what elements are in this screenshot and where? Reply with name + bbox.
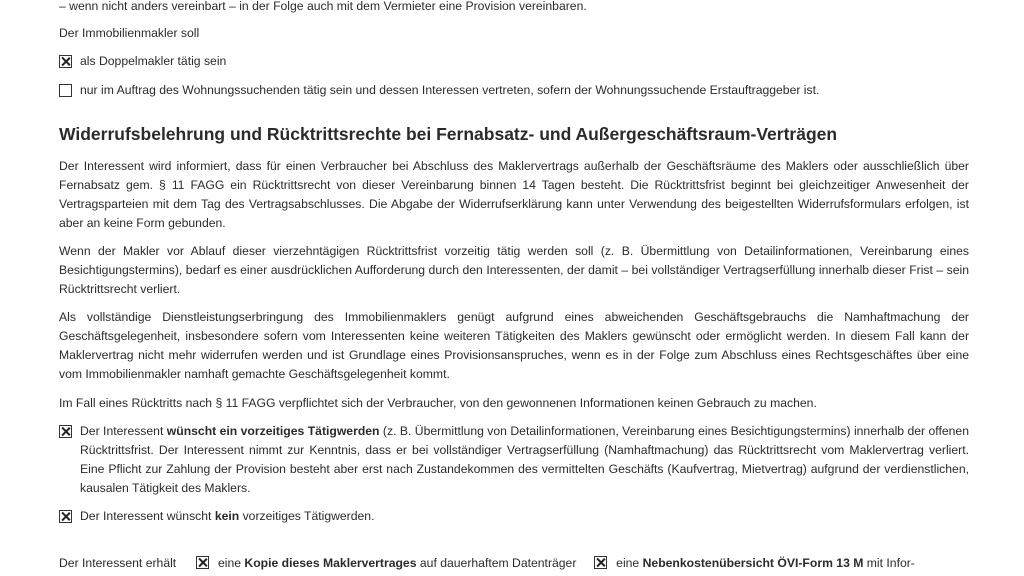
paragraph-withdrawal-obligation: Im Fall eines Rücktritts nach § 11 FAGG verpflichtet sich der Verbraucher, von den gewonnenen Informationen keinen Gebrauch zu machen. xyxy=(59,396,817,410)
section-heading: Widerrufsbelehrung und Rücktrittsrechte bei Fernabsatz- und Außergeschäftsraum-Verträgen xyxy=(59,124,838,144)
receives-item-cost-overview: eine Nebenkostenübersicht ÖVI-Form 13 M mit Infor- xyxy=(616,556,915,570)
option-no-early-activity-text: Der Interessent wünscht kein vorzeitiges Tätigwerden. xyxy=(80,509,375,523)
broker-label: Der Immobilienmakler soll xyxy=(59,26,200,40)
receives-label: Der Interessent erhält xyxy=(59,556,177,570)
paragraph-early-activity: Wenn der Makler vor Ablauf dieser vierzehntägigen Rücktrittsfrist vorzeitig tätig werden soll (z. B. Übermittlung von Detailinformationen, Vereinbarung eines Besichtigungstermins), bedarf es einer ausdrücklichen Aufforderung durch den Interessenten, der damit – bei vollständiger Vertragserfüllung innerhalb dieser Frist – sein Rücktrittsrecht verliert. xyxy=(59,244,969,296)
checked-checkbox-icon[interactable] xyxy=(594,556,607,569)
option-early-activity[interactable] xyxy=(59,422,969,498)
receives-item-contract-copy: eine Kopie dieses Maklervertrages auf dauerhaftem Datenträger xyxy=(217,556,577,570)
checked-checkbox-icon[interactable] xyxy=(196,556,209,569)
top-fragment-text: – wenn nicht anders vereinbart – in der Folge auch mit dem Vermieter eine Provision vereinbaren. xyxy=(59,0,587,13)
checked-checkbox-icon[interactable] xyxy=(59,425,72,438)
unchecked-checkbox-icon[interactable] xyxy=(59,84,72,97)
option-double-broker-label: als Doppelmakler tätig sein xyxy=(80,54,227,68)
option-early-activity-text: Der Interessent wünscht ein vorzeitiges Tätigwerden (z. B. Übermittlung von Detailinformationen, Vereinbarung eines Besichtigungstermins) innerhalb der offenen Rücktrittsfrist. Der Interessent nimmt zur Kenntnis, dass er bei vollständiger Vertragserfüllung (Namhaftmachung) das Rücktrittsrecht vom Maklervertrag verliert. Eine Pflicht zur Zahlung der Provision besteht aber erst nach Zustandekommen des vermittelten Geschäfts (Kaufvertrag, Mietvertrag) aufgrund der verdienstlichen, kausalen Tätigkeit des Maklers. xyxy=(80,424,969,495)
option-single-broker-label: nur im Auftrag des Wohnungssuchenden tätig sein und dessen Interessen vertreten, sofern der Wohnungssuchende Erstauftraggeber ist. xyxy=(80,83,820,97)
paragraph-withdrawal-info: Der Interessent wird informiert, dass für einen Verbraucher bei Abschluss des Maklervertrags außerhalb der Geschäftsräume des Maklers oder ausschließlich über Fernabsatz gem. § 11 FAGG ein Rücktrittsrecht von dieser Vereinbarung binnen 14 Tagen besteht. Die Rücktrittsfrist beginnt bei gleichzeitiger Anwesenheit der Vertragsparteien mit dem Tag des Vertragsabschlusses. Die Abgabe der Widerrufserklärung kann unter Verwendung des beigestellten Widerrufsformulars erfolgen, ist aber an keine Form gebunden. xyxy=(59,159,969,230)
paragraph-service-completion: Als vollständige Dienstleistungserbringung des Immobilienmaklers genügt aufgrund eines abweichenden Geschäftsgebrauchs die Namhaftmachung der Geschäftsgelegenheit, insbesondere sofern vom Interessenten keine weiteren Tätigkeiten des Maklers gewünscht oder ermöglicht werden. In diesem Fall kann der Maklervertrag nicht mehr widerrufen werden und ist Grundlage eines Provisionsanspruches, wenn es in der Folge zum Abschluss eines Rechtsgeschäftes über eine vom Immobilienmakler namhaft gemachte Geschäftsgelegenheit kommt. xyxy=(59,310,969,381)
checked-checkbox-icon[interactable] xyxy=(59,510,72,523)
receives-row xyxy=(59,554,915,573)
checked-checkbox-icon[interactable] xyxy=(59,55,72,68)
